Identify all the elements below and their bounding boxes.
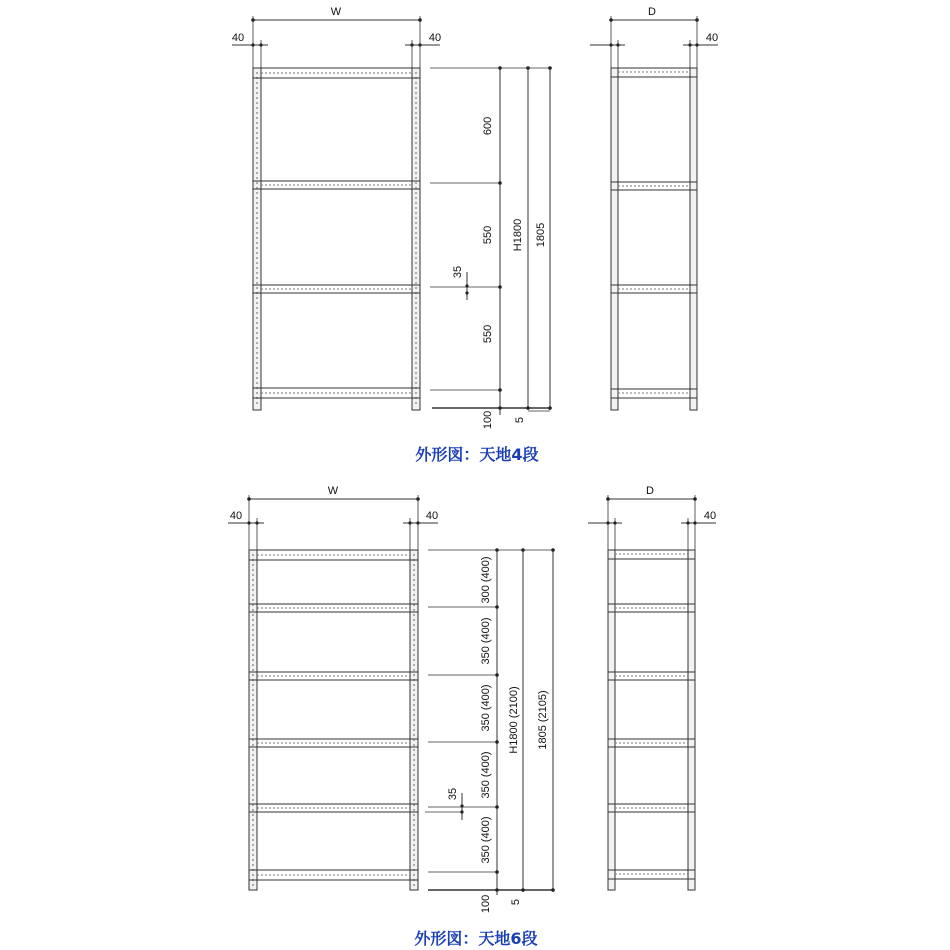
spacing-label: 350 (400) [480, 816, 492, 864]
spacing-label: 350 (400) [480, 684, 492, 732]
shelf-thickness-label: 35 [447, 787, 459, 801]
depth-post-label: 40 [703, 510, 717, 522]
height-label: H1800 [512, 218, 524, 252]
back-post [690, 68, 697, 410]
spacing-label: 550 [482, 324, 494, 344]
spacing-label: 600 [482, 116, 494, 136]
total-height-label: 1805 (2105) [537, 690, 549, 750]
height-dimensions [425, 548, 555, 913]
front-post [611, 68, 618, 410]
width-label: W [327, 485, 339, 497]
side-view [590, 6, 718, 410]
spacing-label: 550 [482, 225, 494, 245]
figure-caption: 外形図：天地6段 [414, 929, 538, 948]
foot-label: 5 [510, 898, 522, 906]
post-width-label: 40 [428, 32, 442, 44]
figure-4-shelf [232, 6, 718, 464]
height-label: H1800 (2100) [508, 686, 520, 754]
spacing-label: 350 (400) [480, 617, 492, 665]
depth-post-label: 40 [705, 32, 719, 44]
front-post [608, 550, 615, 890]
post-dimension [232, 32, 441, 68]
foot-label: 5 [514, 416, 526, 424]
figure-caption: 外形図：天地4段 [415, 445, 539, 464]
side-view [588, 485, 716, 890]
depth-label: D [648, 6, 656, 18]
post-width-label: 40 [231, 32, 245, 44]
post-dimension [228, 510, 438, 550]
front-view [249, 550, 418, 890]
post-width-label: 40 [229, 510, 243, 522]
spacing-label: 300 (400) [480, 556, 492, 604]
width-label: W [330, 6, 342, 18]
base-label: 100 [480, 894, 492, 914]
total-height-label: 1805 [535, 222, 547, 248]
shelf-thickness-label: 35 [452, 265, 464, 279]
height-dimensions [430, 66, 552, 429]
depth-label: D [646, 485, 654, 497]
back-post [688, 550, 695, 890]
spacing-label: 350 (400) [480, 751, 492, 799]
base-label: 100 [482, 410, 494, 430]
width-dimension [247, 485, 420, 550]
figure-6-shelf [228, 485, 716, 948]
front-view [253, 68, 420, 410]
width-dimension [251, 6, 422, 68]
post-width-label: 40 [425, 510, 439, 522]
